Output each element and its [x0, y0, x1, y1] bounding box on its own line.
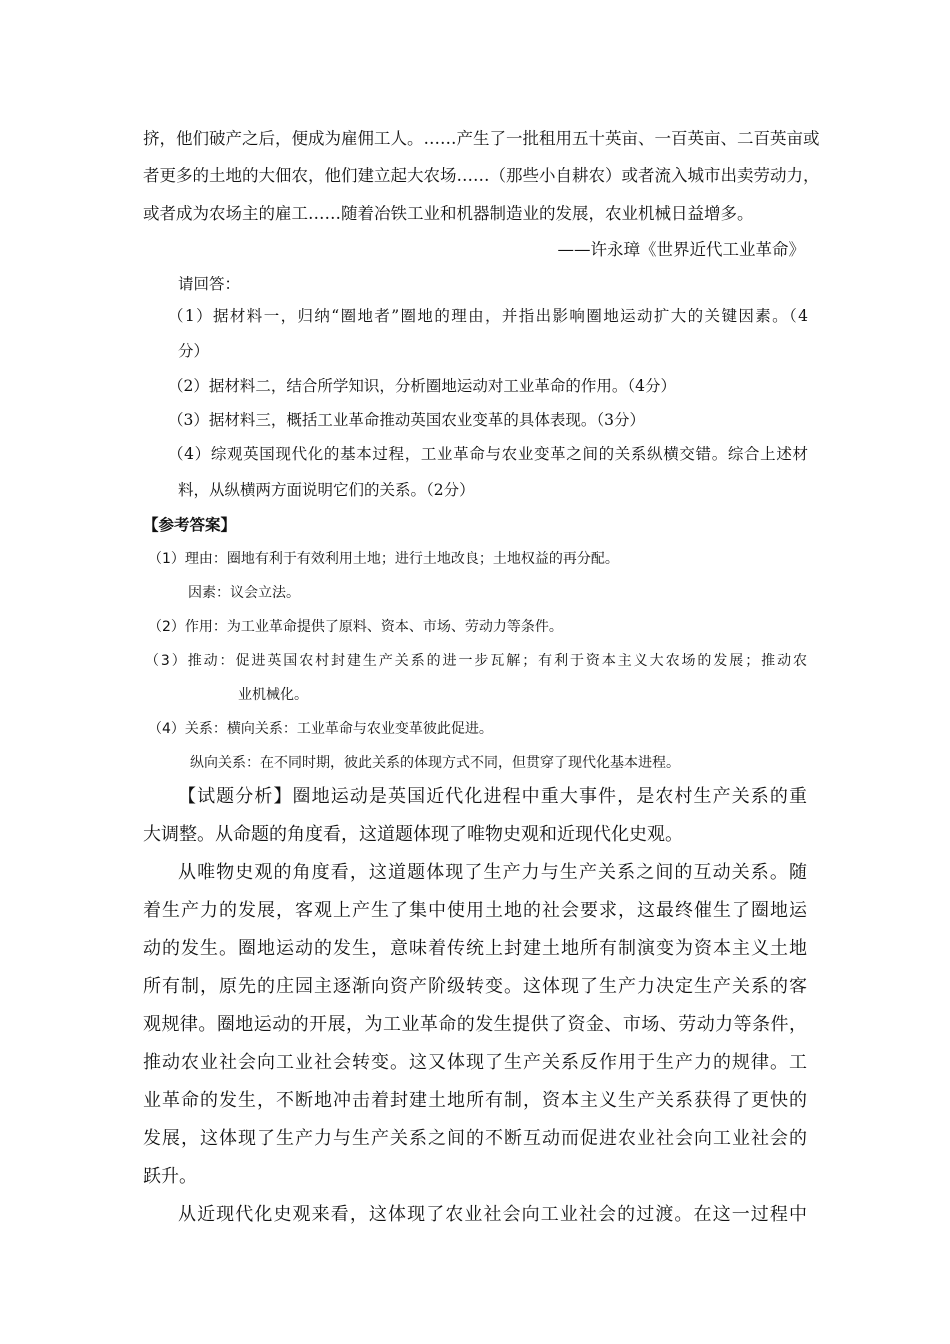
questions-prompt: 请回答： — [178, 275, 241, 293]
question-1: （1）据材料一，归纳“圈地者”圈地的理由，并指出影响圈地运动扩大的关键因素。（4 — [168, 307, 808, 325]
analysis-paragraph-1: 【试题分析】圈地运动是英国近代化进程中重大事件，是农村生产关系的重 — [178, 786, 807, 807]
answer-4: （4）关系：横向关系：工业革命与农业变革彼此促进。 — [148, 721, 493, 737]
answer-heading: 【参考答案】 — [143, 515, 237, 534]
analysis-line: 推动农业社会向工业社会转变。这又体现了生产关系反作用于生产力的规律。工 — [143, 1052, 807, 1073]
analysis-paragraph-3: 从近现代化史观来看，这体现了农业社会向工业社会的过渡。在这一过程中 — [178, 1204, 807, 1225]
answer-1-factor: 因素：议会立法。 — [188, 585, 300, 601]
analysis-line: 动的发生。圈地运动的发生，意味着传统上封建土地所有制演变为资本主义土地 — [143, 938, 807, 959]
material-line: 者更多的土地的大佃农，他们建立起大农场……（那些小自耕农）或者流入城市出卖劳动力， — [143, 166, 820, 185]
analysis-line: 着生产力的发展，客观上产生了集中使用土地的社会要求，这最终催生了圈地运 — [143, 900, 807, 921]
answer-2: （2）作用：为工业革命提供了原料、资本、市场、劳动力等条件。 — [148, 619, 563, 635]
answer-4-vertical: 纵向关系：在不同时期，彼此关系的体现方式不同，但贯穿了现代化基本进程。 — [190, 755, 680, 771]
analysis-line: 观规律。圈地运动的开展，为工业革命的发生提供了资金、市场、劳动力等条件， — [143, 1014, 807, 1035]
answer-1: （1）理由：圈地有利于有效利用土地；进行土地改良；土地权益的再分配。 — [148, 551, 619, 567]
analysis-line: 发展，这体现了生产力与生产关系之间的不断互动而促进农业社会向工业社会的 — [143, 1128, 807, 1149]
analysis-line: 跃升。 — [143, 1166, 197, 1187]
answer-3-cont: 业机械化。 — [238, 687, 308, 703]
material-line: 或者成为农场主的雇工……随着冶铁工业和机器制造业的发展，农业机械日益增多。 — [143, 204, 754, 223]
question-4-cont: 料，从纵横两方面说明它们的关系。（2分） — [178, 481, 475, 499]
analysis-line: 业革命的发生，不断地冲击着封建土地所有制，资本主义生产关系获得了更快的 — [143, 1090, 807, 1111]
question-1-cont: 分） — [178, 342, 210, 360]
question-2: （2）据材料二，结合所学知识，分析圈地运动对工业革命的作用。（4分） — [168, 377, 676, 395]
analysis-paragraph-1-cont: 大调整。从命题的角度看，这道题体现了唯物史观和近现代化史观。 — [143, 824, 683, 845]
material-source: ——许永璋《世界近代工业革命》 — [557, 240, 805, 259]
analysis-paragraph-2: 从唯物史观的角度看，这道题体现了生产力与生产关系之间的互动关系。随 — [178, 862, 807, 883]
analysis-line: 所有制，原先的庄园主逐渐向资产阶级转变。这体现了生产力决定生产关系的客 — [143, 976, 807, 997]
material-line: 挤，他们破产之后，便成为雇佣工人。……产生了一批租用五十英亩、一百英亩、二百英亩或 — [143, 129, 820, 148]
answer-3: （3）推动：促进英国农村封建生产关系的进一步瓦解；有利于资本主义大农场的发展；推动农 — [145, 653, 807, 669]
question-3: （3）据材料三，概括工业革命推动英国农业变革的具体表现。（3分） — [168, 411, 645, 429]
question-4: （4）综观英国现代化的基本过程，工业革命与农业变革之间的关系纵横交错。综合上述材 — [168, 445, 808, 463]
